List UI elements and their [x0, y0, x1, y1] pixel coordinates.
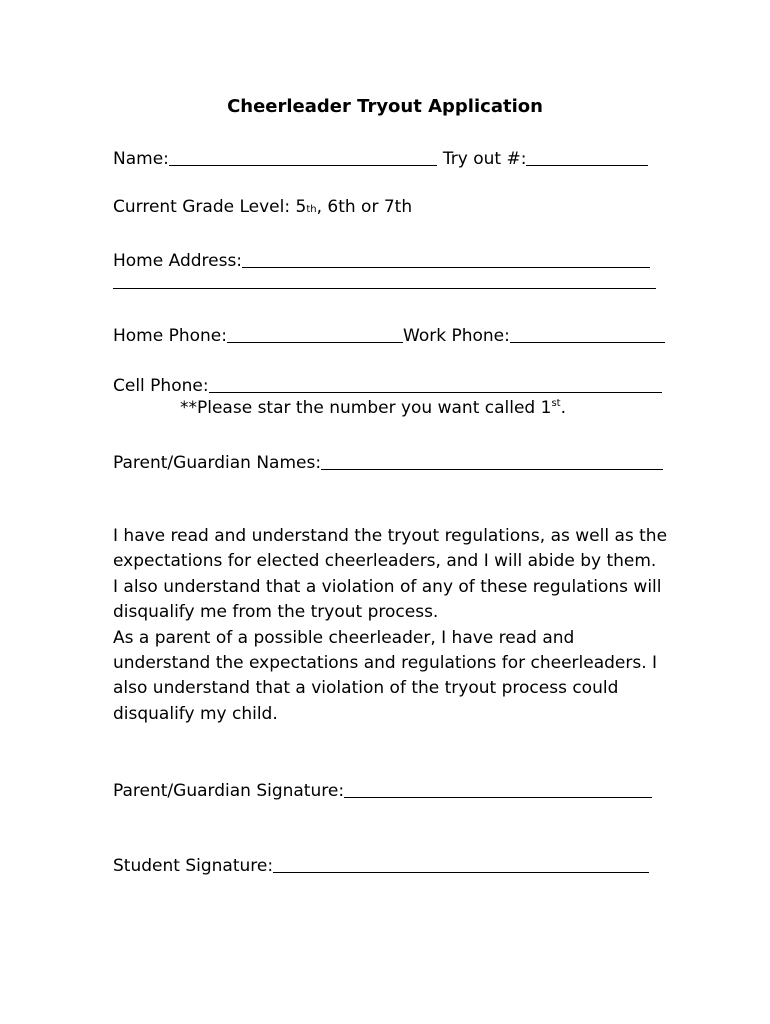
grade-options: , 6th or 7th	[316, 197, 413, 217]
student-signature-row	[113, 853, 649, 876]
grade-row: Current Grade Level: 5 th , 6th or 7th	[113, 197, 413, 217]
cell-phone-field[interactable]	[209, 375, 662, 393]
work-phone-field[interactable]	[510, 325, 665, 343]
home-address-field-line-2[interactable]	[113, 288, 656, 289]
home-address-field[interactable]	[242, 250, 650, 268]
name-field[interactable]	[169, 148, 437, 166]
home-address-label: Home Address:	[113, 251, 243, 271]
parent-names-row	[113, 450, 663, 473]
star-note	[180, 398, 566, 418]
star-note-text: **Please star the number you want called 1	[180, 398, 552, 418]
statement-line: disqualify my child.	[113, 703, 278, 724]
home-phone-field[interactable]	[227, 325, 403, 343]
statement-line: expectations for elected cheerleaders, and I will abide by them.	[113, 551, 657, 572]
form-title: Cheerleader Tryout Application	[227, 96, 543, 117]
agreement-statement	[113, 524, 673, 727]
student-signature-label: Student Signature:	[113, 856, 274, 876]
statement-line: I have read and understand the tryout regulations, as well as the	[113, 526, 668, 546]
tryout-number-label: Try out #:	[442, 149, 527, 169]
statement-line: As a parent of a possible cheerleader, I have read and	[113, 627, 575, 648]
home-address-row	[113, 248, 650, 271]
parent-signature-row	[113, 778, 652, 801]
cell-phone-row	[113, 373, 662, 396]
parent-names-label: Parent/Guardian Names:	[113, 453, 322, 473]
parent-names-field[interactable]	[321, 452, 663, 470]
parent-signature-field[interactable]	[344, 780, 652, 798]
statement-line: understand the expectations and regulations for cheerleaders. I	[113, 653, 658, 674]
phone-row	[113, 323, 665, 346]
statement-line: I also understand that a violation of any of these regulations will	[113, 576, 662, 597]
home-phone-label: Home Phone:	[113, 326, 227, 346]
cell-phone-label: Cell Phone:	[113, 376, 209, 396]
name-label: Name:	[113, 149, 169, 169]
student-signature-field[interactable]	[273, 855, 649, 873]
parent-signature-label: Parent/Guardian Signature:	[113, 781, 345, 801]
grade-label: Current Grade Level: 5	[113, 197, 307, 217]
tryout-number-field[interactable]	[526, 148, 648, 166]
name-row	[113, 146, 648, 169]
statement-line: disqualify me from the tryout process.	[113, 602, 439, 623]
star-note-superscript: st	[551, 398, 561, 409]
work-phone-label: Work Phone:	[403, 326, 510, 346]
star-note-period: .	[560, 398, 566, 418]
statement-line: also understand that a violation of the tryout process could	[113, 678, 619, 699]
